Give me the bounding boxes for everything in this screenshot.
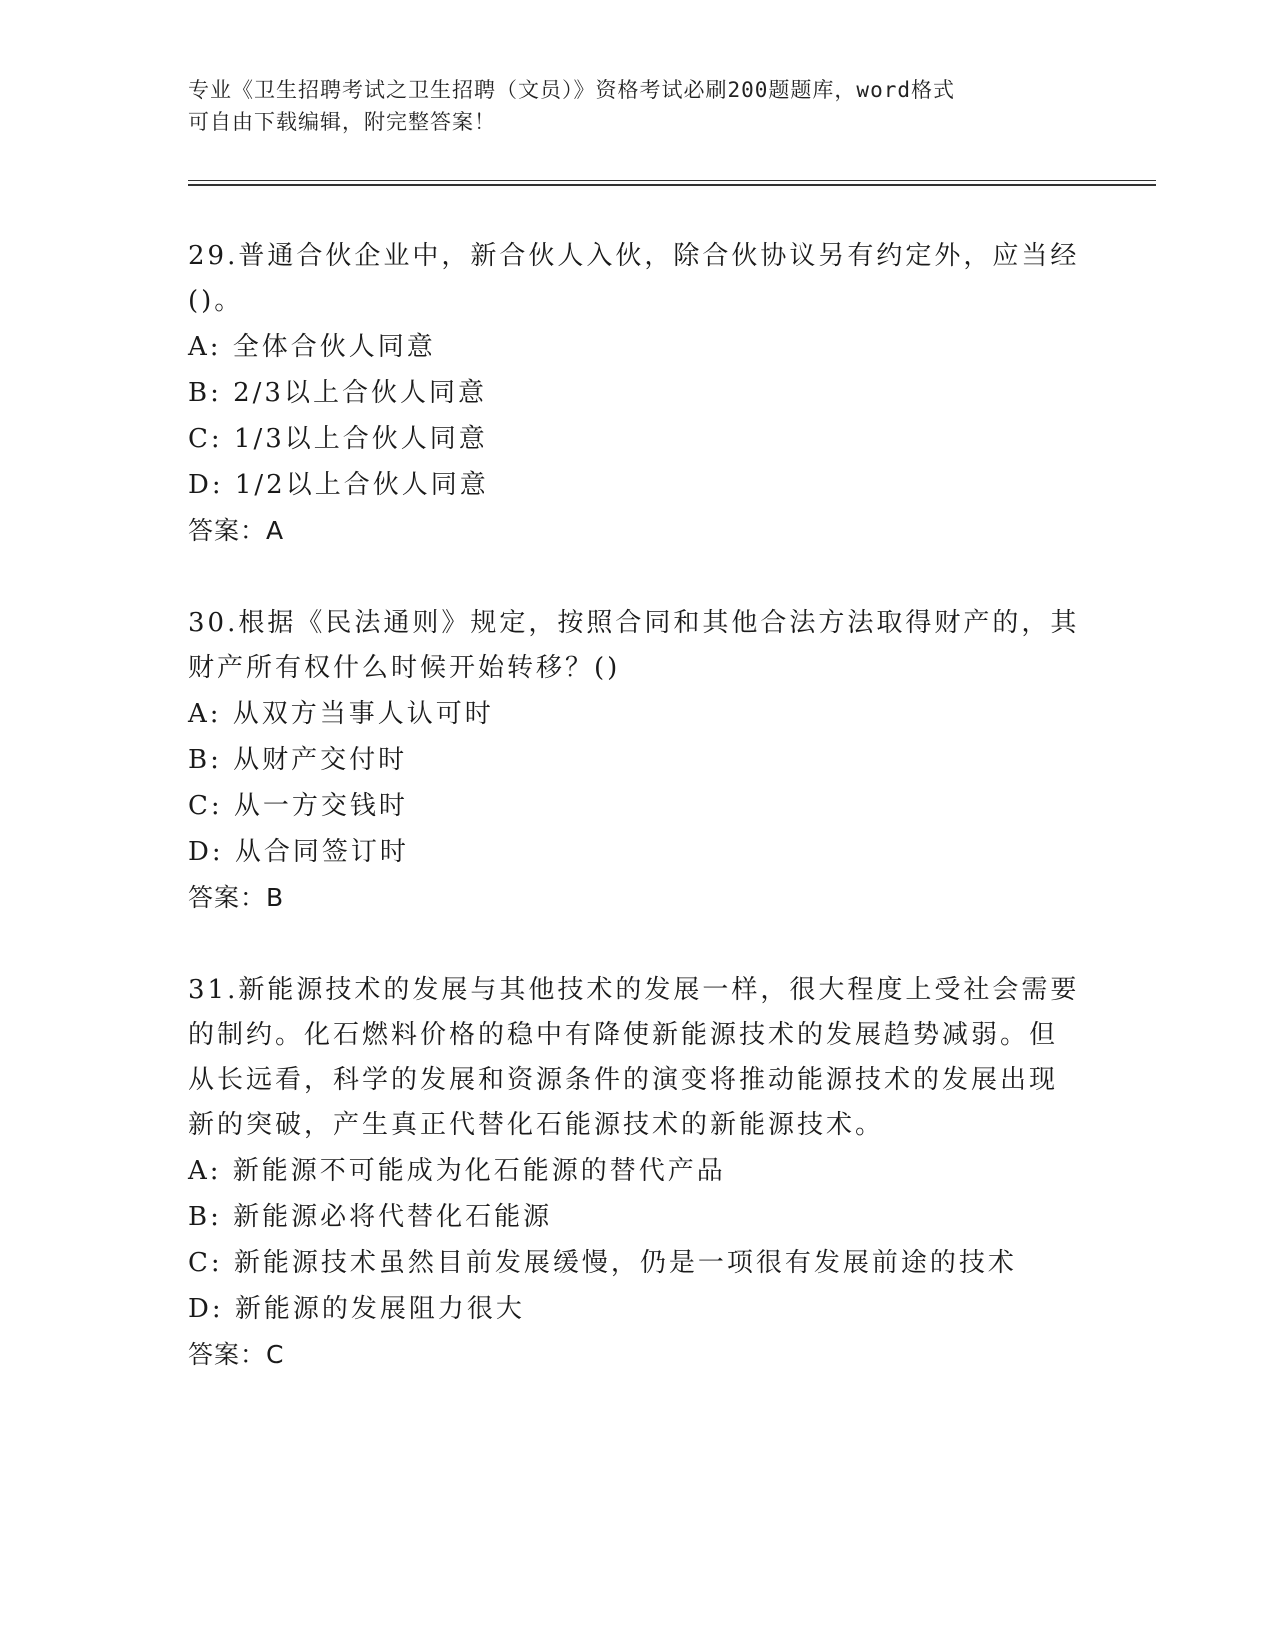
question-stem xyxy=(188,968,1088,1148)
option-a: A: 从双方当事人认可时 xyxy=(188,699,494,729)
option-list xyxy=(188,691,1088,875)
document-header xyxy=(188,74,1088,138)
stem-line: 的制约。化石燃料价格的稳中有降使新能源技术的发展趋势减弱。但 xyxy=(188,1020,1059,1050)
option-a: A: 新能源不可能成为化石能源的替代产品 xyxy=(188,1156,726,1186)
answer-label: 答案：B xyxy=(188,883,285,912)
answer-label: 答案：A xyxy=(188,516,285,545)
stem-line: 新的突破，产生真正代替化石能源技术的新能源技术。 xyxy=(188,1110,885,1140)
option-b: B: 从财产交付时 xyxy=(188,745,408,775)
stem-line: 30.根据《民法通则》规定，按照合同和其他合法方法取得财产的，其 xyxy=(188,608,1080,638)
option-d: D: 从合同签订时 xyxy=(188,837,409,867)
question-31 xyxy=(188,968,1088,1378)
option-d: D: 1/2以上合伙人同意 xyxy=(188,470,489,500)
option-b: B: 新能源必将代替化石能源 xyxy=(188,1202,553,1232)
answer-label: 答案：C xyxy=(188,1340,285,1369)
stem-line: 29.普通合伙企业中，新合伙人入伙，除合伙协议另有约定外，应当经 xyxy=(188,241,1080,271)
option-b: B: 2/3以上合伙人同意 xyxy=(188,378,487,408)
header-line-2: 可自由下载编辑，附完整答案！ xyxy=(188,110,496,134)
stem-line: 财产所有权什么时候开始转移？() xyxy=(188,653,621,683)
header-divider-top xyxy=(188,180,1156,181)
option-c: C: 从一方交钱时 xyxy=(188,791,408,821)
stem-line: ()。 xyxy=(188,286,244,316)
question-stem xyxy=(188,234,1088,324)
question-stem xyxy=(188,601,1088,691)
header-divider-bottom xyxy=(188,184,1156,186)
option-list xyxy=(188,1148,1088,1332)
option-a: A: 全体合伙人同意 xyxy=(188,332,436,362)
option-list xyxy=(188,324,1088,508)
stem-line: 31.新能源技术的发展与其他技术的发展一样，很大程度上受社会需要 xyxy=(188,975,1080,1005)
header-line-1: 专业《卫生招聘考试之卫生招聘（文员）》资格考试必刷200题题库，word格式 xyxy=(188,78,955,102)
option-d: D: 新能源的发展阻力很大 xyxy=(188,1294,525,1324)
stem-line: 从长远看，科学的发展和资源条件的演变将推动能源技术的发展出现 xyxy=(188,1065,1059,1095)
question-30 xyxy=(188,601,1088,921)
option-c: C: 1/3以上合伙人同意 xyxy=(188,424,488,454)
option-c: C: 新能源技术虽然目前发展缓慢，仍是一项很有发展前途的技术 xyxy=(188,1248,1017,1278)
question-29 xyxy=(188,234,1088,554)
